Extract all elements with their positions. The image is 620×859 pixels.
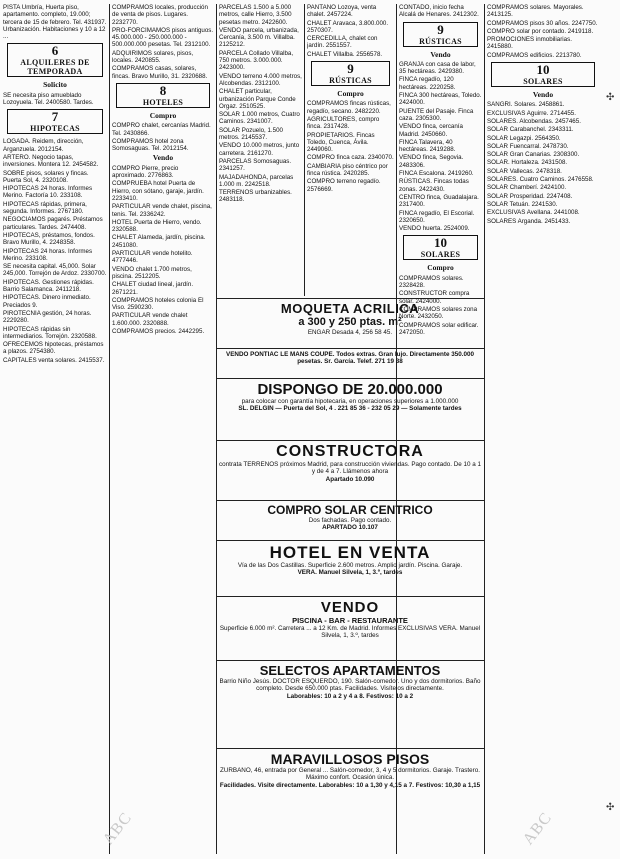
classified-ad: SOLAR Gran Canarias. 2308300.	[487, 151, 580, 159]
section-header-rusticas	[311, 61, 390, 86]
classified-ad: CONSTRUCTOR compra solar. 2424000.	[399, 290, 470, 305]
section-number: 8	[159, 82, 167, 98]
classified-ad: AGRICULTORES, compro finca. 2317428.	[307, 115, 380, 131]
classified-ad: ARTERO. Negocio tapas, inversiones. Montera 12. 2454582.	[3, 153, 99, 169]
classified-ad: COMPRAMOS locales, producción de venta de pisos. Lugares. 2232770.	[112, 4, 208, 26]
classified-ad: SE necesita piso amueblado Lozoyuela. Tel. 2400580. Tardes.	[3, 91, 94, 107]
subsection-title: Compro	[149, 110, 177, 120]
classified-ad: NEGOCIAMOS pagarés. Préstamos particulares. Tardes. 2474408.	[3, 216, 103, 231]
classified-ad: VENDO finca, Segovia. 2483306.	[399, 154, 464, 169]
classified-ad: CHALET Villalba. 2556578.	[307, 50, 383, 58]
ad-address: SL. DELGIN — Puerta del Sol, 4 . 221 85 36 - 232 05 29 — Solamente tardes	[238, 405, 462, 413]
section-header-solares	[491, 62, 595, 87]
classified-ad: SOLAR Fuencarral. 2478730.	[487, 142, 569, 150]
classified-ad: PROMOCIONES inmobiliarias. 2415880.	[487, 36, 572, 51]
classified-ad: CONTADO, inicio fecha Alcalá de Henares. 2412302.	[399, 4, 479, 19]
classifieds-column-3	[219, 4, 302, 294]
classified-ad: HIPOTECAS rápidas, primera, segunda. Informes. 2767180.	[3, 200, 87, 216]
section-number: 9	[347, 61, 354, 77]
section-title: HOTELES	[142, 97, 184, 107]
section-number: 7	[51, 109, 59, 125]
classified-ad: CHALET Alameda, jardín, piscina. 2451080.	[112, 234, 206, 249]
section-number: 9	[437, 21, 444, 37]
classifieds-column-2	[112, 4, 214, 854]
classified-ad: SOLAR Tetuán. 2241530.	[487, 200, 558, 208]
classified-ad: COMPRAMOS hoteles colonia El Viso. 2590230.	[112, 296, 204, 312]
section-number: 10	[434, 235, 447, 251]
classified-ad: SE necesita capital. 45,000. Solar 245,000. Torrejón de Ardoz. 2330700.	[3, 263, 107, 278]
watermark-logo: ABC	[519, 809, 556, 849]
section-number: 10	[536, 62, 550, 78]
classified-ad: CENTRO finca, Guadalajara. 2317400.	[399, 193, 479, 209]
ad-title: VENDO	[320, 599, 380, 616]
column-rule	[396, 4, 397, 854]
classified-ad: COMPRO Pierre, precio aproximado. 2776863.	[112, 164, 179, 180]
subsection-title: Vendo	[152, 153, 174, 163]
classified-ad: COMPRAMOS edificios. 2213780.	[487, 51, 582, 59]
classified-ad: FINCA 300 hectáreas, Toledo. 2424000.	[399, 92, 482, 107]
classified-ad: PROPIETARIOS. Fincas Toledo, Cuenca, Ávila. 2449060.	[307, 131, 375, 154]
section-title: SOLARES	[420, 250, 461, 260]
ad-title: CONSTRUCTORA	[276, 443, 424, 460]
classified-ad: HOTEL Puerta de Hierro, vendo. 2320588.	[112, 218, 202, 234]
classified-ad: FINCA Talavera, 40 hectáreas. 2419288.	[399, 138, 456, 154]
classified-ad: VENDO huerta. 2524009.	[399, 225, 470, 233]
classified-ad: ADQUIRIMOS solares, pisos, locales. 2420855.	[112, 49, 194, 65]
classified-ad: HIPOTECAS 24 horas. Informes Merino. Factoría 10. 233108.	[3, 185, 93, 200]
classified-ad: LOGADA. Reidem, dirección, Arganzuela. 2012154.	[3, 138, 84, 153]
section-header-alquileres	[7, 43, 103, 77]
classified-ad: SOLAR Legazpi. 2564350.	[487, 134, 561, 142]
classified-ad: GRANJA con casa de labor, 35 hectáreas. 2429380.	[399, 60, 476, 76]
classified-ad: SOLAR Vallecas. 2478318.	[487, 167, 562, 175]
ad-title: COMPRO SOLAR CENTRICO	[267, 503, 433, 517]
column-rule	[109, 4, 110, 854]
classified-ad: PARCELAS Somosaguas. 2341257.	[219, 157, 292, 173]
section-number: 6	[51, 43, 59, 59]
classified-ad: PANTANO Lozoya, venta chalet. 2457224.	[307, 4, 377, 19]
classified-ad: COMPRAMOS casas, solares, fincas. Bravo Murillo, 31. 2320688.	[112, 65, 208, 80]
classified-ad: VENDO terreno 4.000 metros, Alcobendas. 2312100.	[219, 72, 302, 87]
classifieds-column-1	[3, 4, 107, 854]
ad-hours: Laborables: 10 a 2 y 4 a 8. Festivos: 10 a 2	[286, 692, 414, 700]
classified-ad: EXCLUSIVAS Aguirre. 2714455.	[487, 109, 576, 117]
classified-ad: MAJADAHONDA, parcelas 1.000 m. 2242518.	[219, 173, 294, 188]
classified-ad: HIPOTECAS, préstamos, fondos. Bravo Murillo, 4. 2248358.	[3, 231, 95, 247]
classified-ad: TERRENOS urbanizables. 2483118.	[219, 189, 292, 204]
classified-ad: EXCLUSIVAS Avellana. 2441008.	[487, 209, 580, 217]
classified-ad: FINCA regadío, 120 hectáreas. 2220258.	[399, 76, 456, 91]
classified-ad: SOLAR Chamberí. 2424100.	[487, 184, 567, 192]
subsection-title: Compro	[427, 263, 454, 273]
classified-ad: PARTICULAR vende chalet, piscina, tenis. Tel. 2336242.	[112, 203, 212, 218]
classified-ad: HIPOTECAS 24 horas. Informes Merino. 233108.	[3, 247, 93, 262]
classified-ad: SOLARES. Alcobendas. 2457465.	[487, 117, 581, 125]
subsection-title: Vendo	[430, 49, 451, 59]
section-header-solares	[403, 235, 478, 260]
ad-body: Barrio Niño Jesús. DOCTOR ESQUERDO, 190. Salón-comedor. Uno y dos dormitorios. Baño completo. Desde 650.000 ptas. Facilidades. Visítelos directamente.	[219, 678, 481, 693]
classified-ad: COMPRO terreno regadío. 2576669.	[307, 178, 381, 193]
classified-ad: PARTICULAR vende hotelito. 4777446.	[112, 250, 193, 265]
classified-ad: COMPRAMOS solares. 2328428.	[399, 274, 464, 290]
classified-ad: CHALET Aravaca, 3.800.000. 2570307.	[307, 19, 389, 34]
section-title: SOLARES	[523, 77, 563, 87]
classifieds-column-5	[399, 4, 482, 854]
ad-body: VENDO PONTIAC LE MANS COUPE. Todos extras. Gran lujo. Directamente 350.000 pesetas. Sr. García. Telef. 271 19 38	[226, 351, 474, 366]
ad-subtitle: PISCINA - BAR - RESTAURANTE	[292, 616, 408, 625]
classified-ad: PISTA Umbría, Huerta piso, apartamento. completo, 19.000; tercera de 15 de febrero. Tel. 431937. Urbanización. Habitaciones y 10 a 12 ...	[3, 4, 107, 41]
column-rule	[304, 4, 305, 296]
classified-ad: SOLAR. Hortaleza. 2431508.	[487, 159, 568, 167]
classified-ad: SANGRI. Solares. 2458861.	[487, 101, 565, 109]
classified-ad: PARTICULAR vende chalet 1.600.000. 2320888.	[112, 312, 188, 327]
ad-title: HOTEL EN VENTA	[269, 543, 431, 562]
classified-ad: HIPOTECAS. Dinero inmediato. Preciados 9.	[3, 294, 91, 309]
classified-ad: CAPITALES venta solares. 2415537.	[3, 356, 105, 364]
section-header-hoteles	[116, 83, 210, 108]
classified-ad: COMPRO finca caza. 2340070.	[307, 154, 394, 162]
section-header-hipotecas	[7, 109, 103, 134]
classified-ad: SOLAR Prosperidad. 2247408.	[487, 192, 573, 200]
classified-ad: COMPRAMOS solares zona Norte. 2432050.	[399, 305, 478, 321]
ad-body: contrata TERRENOS próximos Madrid, para construcción viviendas. Pago contado. De 10 a 1 y de 4 a 7. Llámenos ahora	[218, 461, 482, 476]
section-title: RÚSTICAS	[329, 76, 372, 86]
classified-ad: PUENTE del Pasaje. Finca caza. 2305300.	[399, 107, 474, 122]
classified-ad: HIPOTECAS. Gestiones rápidas. Barrio Salamanca. 2411218.	[3, 278, 94, 294]
ad-title: MOQUETA ACRILICA	[280, 301, 420, 316]
classified-ad: SOLARES. Cuatro Caminos. 2476558.	[487, 176, 594, 184]
ad-title: DISPONGO DE 20.000.000	[257, 381, 443, 398]
registration-mark-icon: ✣	[606, 802, 615, 813]
classified-ad: HIPOTECAS rápidas sin intermediarios. Torrejón. 2320588.	[3, 325, 97, 340]
ad-title: SELECTOS APARTAMENTOS	[259, 663, 441, 678]
subsection-title: Solicito	[43, 80, 67, 90]
classified-ad: CERCEDILLA, chalet con jardín. 2551557.	[307, 35, 378, 50]
classified-ad: OFRECEMOS hipotecas, préstamos a plazos. 2754380.	[3, 341, 104, 356]
section-title: ALQUILERES DE TEMPORADA	[20, 58, 90, 77]
column-rule	[216, 4, 217, 854]
section-header-rusticas	[403, 22, 478, 47]
classified-ad: VENDO finca, cercanía Madrid. 2450660.	[399, 123, 463, 138]
ad-contact: Apartado 10.090	[325, 475, 375, 483]
classified-ad: SOLAR Carabanchel. 2343311.	[487, 126, 574, 134]
classified-ad: COMPRAMOS solar edificar. 2472050.	[399, 321, 479, 336]
classified-ad: CHALET particular, urbanización Parque Conde Orgaz. 2510525.	[219, 88, 296, 110]
classified-ad: SOBRE pisos, solares y fincas. Puerta Sol, 4. 2320108.	[3, 169, 89, 184]
ad-hours: Facilidades. Visite directamente. Laborables: 10 a 1,30 y 4,15 a 7. Festivos: 10,30 a 1,15	[219, 781, 481, 789]
ad-body: para colocar con garantía hipotecaria, en operaciones superiores a 1.000.000	[241, 398, 459, 405]
classified-ad: FINCA Escalona. 2419260.	[399, 170, 474, 178]
classified-ad: RÚSTICAS. Fincas todas zonas. 2422430.	[399, 178, 469, 193]
ad-title: MARAVILLOSOS PISOS	[270, 751, 430, 767]
classified-ad: SOLAR 1.000 metros, Cuatro Caminos. 2341007.	[219, 111, 300, 126]
classified-ad: VENDO chalet 1.700 metros, piscina. 2512205.	[112, 265, 192, 280]
classified-ad: PARCELA Collado Villalba, 750 metros. 3.000.000. 2423000.	[219, 49, 294, 72]
ad-body: ZURBANO, 46, entrada por General ... Salón-comedor, 3, 4 y 5 dormitorios. Garaje. Trastero. Máximo confort. Ocasión única.	[219, 767, 481, 782]
ad-price: a 300 y 250 ptas. m²	[298, 316, 402, 328]
classified-ad: COMPRAMOS precios. 2442295.	[112, 327, 205, 335]
classified-ad: COMPRO chalet, cercanías Madrid. Tel. 2430866.	[112, 122, 211, 137]
classified-ad: COMPRO solar por contado. 2419118.	[487, 27, 594, 35]
classified-ad: CHALET ciudad lineal, jardín. 2671221.	[112, 281, 194, 296]
ad-body: Superficie 6.000 m². Carretera ... a 12 Km. de Madrid. Informes EXCLUSIVAS VERA. Manuel Silvela, 1, 3.º, tardes	[219, 625, 481, 640]
classified-ad: COMPRAMOS hotel zona Somosaguas. Tel. 2012154.	[112, 137, 189, 153]
classified-ad: PARCELAS 1.500 a 5.000 metros, calle Hierro, 3.500 pesetas metro. 2422600.	[219, 4, 292, 26]
classified-ad: COMPRAMOS fincas rústicas, regadío, secano. 2482220.	[307, 100, 391, 115]
watermark-logo: ABC	[99, 809, 136, 849]
ad-body: Dos fachadas. Pago contado.	[308, 517, 392, 524]
registration-mark-icon: ✣	[606, 92, 615, 103]
classified-ad: CAMBIARIA piso céntrico por finca rústica. 2420285.	[307, 162, 388, 178]
ad-contact: APARTADO 10.107	[322, 524, 378, 532]
classified-ad: SOLARES Arganda. 2451433.	[487, 217, 571, 225]
subsection-title: Compro	[337, 89, 364, 99]
classifieds-column-4	[307, 4, 394, 294]
classifieds-column-6	[487, 4, 599, 854]
subsection-title: Vendo	[532, 90, 554, 100]
section-title: HIPOTECAS	[30, 124, 80, 134]
column-rule	[484, 4, 485, 854]
classified-ad: PRO-FORCIMAMOS pisos antiguos. 45.000.000 - 250.000.000 - 500.000.000 pesetas. Tel. 2312100.	[112, 26, 214, 49]
classified-ad: COMPRAMOS solares. Mayorales. 2413125.	[487, 4, 584, 19]
classified-ad: VENDO 10.000 metros, junto carretera. 2161270.	[219, 142, 300, 157]
classified-ad: PIROTECNIA gestión, 24 horas. 2229280.	[3, 309, 92, 325]
ad-body: Vía de las Dos Castillas. Superficie 2.600 metros. Amplio jardín. Piscina. Garaje.	[237, 562, 463, 569]
classified-ad: FINCA regadío, El Escorial. 2320650.	[399, 209, 475, 224]
classified-ad: COMPRUEBA hotel Puerta de Hierro, con sótano, garaje, jardín. 2233410.	[112, 180, 204, 202]
section-title: RÚSTICAS	[419, 36, 462, 46]
classified-ad: VENDO parcela, urbanizada, Cercanía, 3.500 m. Villalba. 2125212.	[219, 26, 299, 49]
ad-address: ENGAR Desada 4, 256 58 45.	[307, 329, 393, 336]
ad-address: VERA. Manuel Silvela, 1, 3.º, tardes	[297, 569, 403, 577]
classified-ad: COMPRAMOS pisos 30 años. 2247750.	[487, 19, 598, 27]
classified-ad: SOLAR Pozuelo, 1.500 metros. 2145537.	[219, 126, 283, 142]
